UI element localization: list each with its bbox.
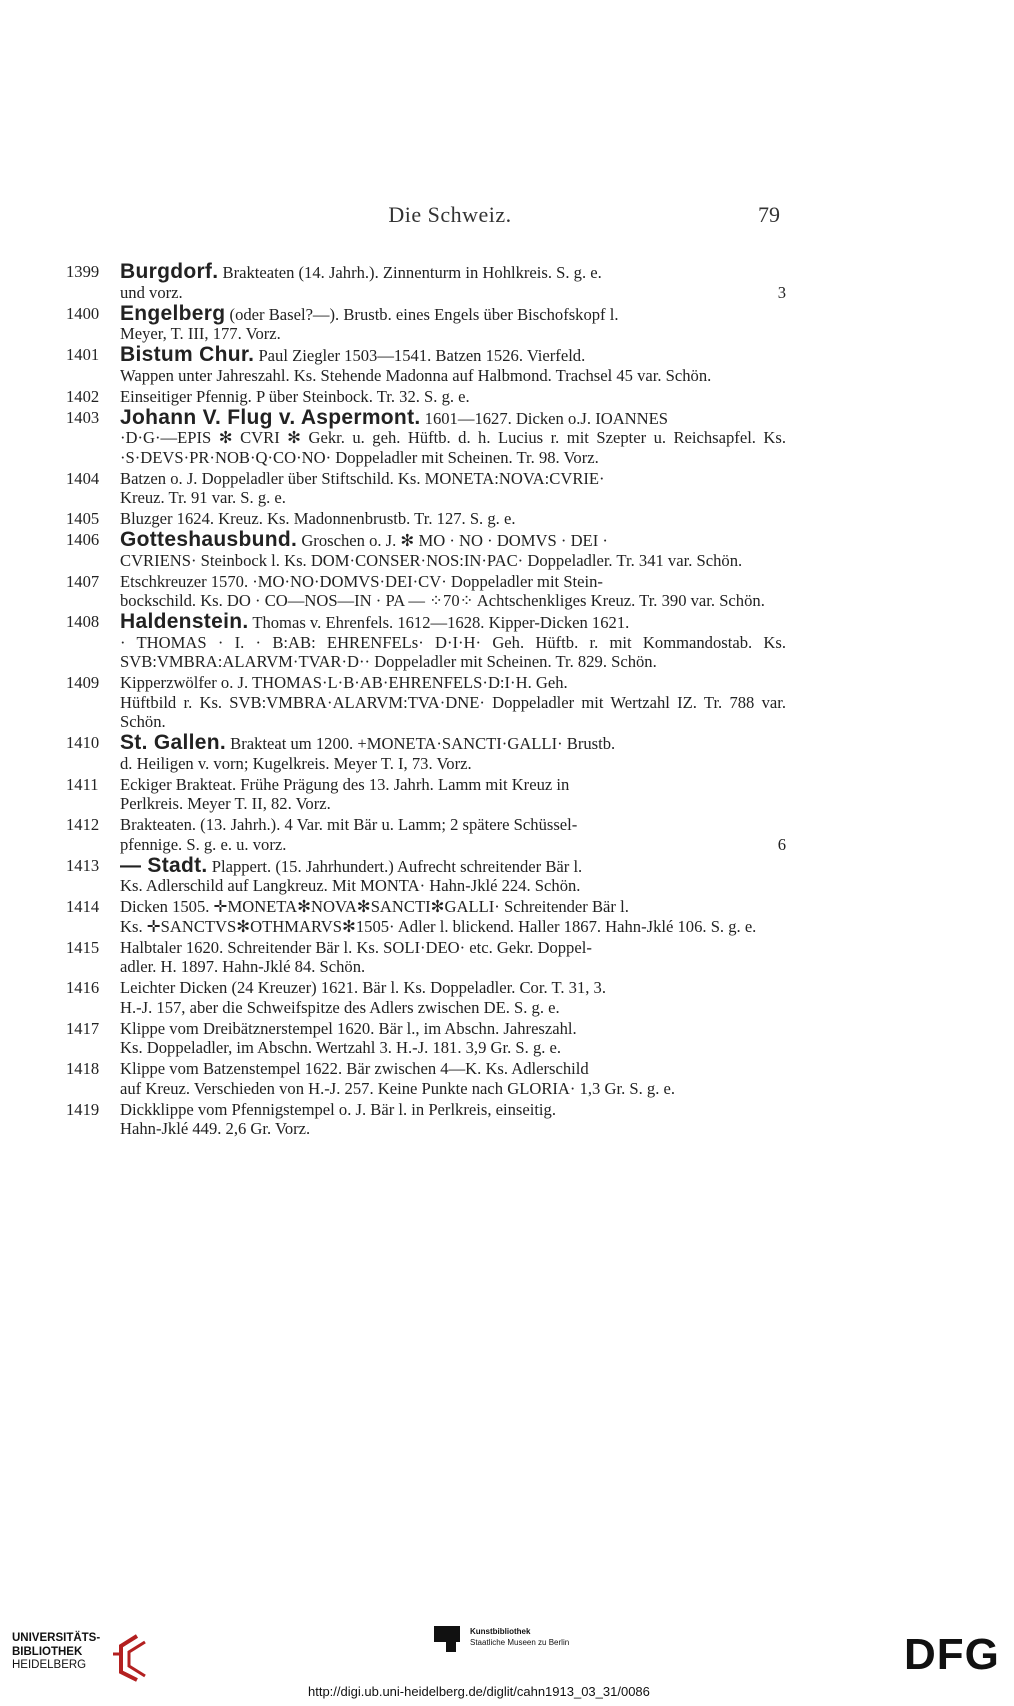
entry-text: Bluzger 1624. Kreuz. Ks. Madonnenbrustb. Tr. 127. S. g. e. bbox=[120, 509, 516, 528]
entry-continuation bbox=[120, 324, 786, 344]
kunstbibliothek-emblem-icon bbox=[432, 1624, 462, 1654]
entry-first-line bbox=[120, 978, 786, 998]
ub-heidelberg-logo[interactable] bbox=[12, 1632, 152, 1692]
entry-first-line bbox=[120, 1019, 786, 1039]
entry-text: Leichter Dicken (24 Kreuzer) 1621. Bär l. Ks. Doppeladler. Cor. T. 31, 3. bbox=[120, 978, 606, 997]
entry-number: 1408 bbox=[66, 612, 100, 631]
entry-first-line bbox=[120, 612, 786, 633]
entry-continuation bbox=[120, 835, 786, 855]
entry-first-line bbox=[120, 345, 786, 366]
entry-number: 1409 bbox=[66, 673, 100, 692]
entry-continuation-text: Perlkreis. Meyer T. II, 82. Vorz. bbox=[120, 794, 331, 813]
catalog-entry bbox=[66, 345, 786, 385]
entry-heading: Bistum Chur. bbox=[120, 343, 255, 366]
page-title: Die Schweiz. bbox=[388, 202, 512, 227]
entry-text: Brakteat um 1200. +MONETA·SANCTI·GALLI· Brustb. bbox=[230, 734, 616, 753]
entry-continuation-text: Meyer, T. III, 177. Vorz. bbox=[120, 324, 281, 343]
entry-continuation-text: Kreuz. Tr. 91 var. S. g. e. bbox=[120, 488, 286, 507]
entry-text: Dicken 1505. ✛MONETA✻NOVA✻SANCTI✻GALLI· Schreitender Bär l. bbox=[120, 897, 629, 916]
catalog-entry bbox=[66, 405, 786, 468]
entry-continuation bbox=[120, 591, 786, 611]
entry-continuation bbox=[120, 693, 786, 732]
entry-continuation-text: und vorz. bbox=[120, 282, 183, 302]
entry-text: Paul Ziegler 1503—1541. Batzen 1526. Vierfeld. bbox=[258, 346, 586, 365]
entry-continuation-text: Ks. Adlerschild auf Langkreuz. Mit MONTA· Hahn-Jklé 224. Schön. bbox=[120, 876, 581, 895]
page-number: 79 bbox=[758, 202, 780, 227]
entry-text: Halbtaler 1620. Schreitender Bär l. Ks. SOLI·DEO· etc. Gekr. Doppel- bbox=[120, 937, 592, 957]
entry-quantity: 3 bbox=[777, 282, 786, 302]
entry-continuation bbox=[120, 366, 786, 386]
catalog-entry bbox=[66, 673, 786, 732]
entry-continuation-text: Hahn-Jklé 449. 2,6 Gr. Vorz. bbox=[120, 1119, 311, 1138]
entry-continuation bbox=[120, 754, 786, 774]
entry-number: 1418 bbox=[66, 1059, 100, 1078]
entry-number: 1412 bbox=[66, 815, 100, 834]
entry-continuation-text: adler. H. 1897. Hahn-Jklé 84. Schön. bbox=[120, 957, 366, 976]
entry-text: Groschen o. J. ✻ MO · NO · DOMVS · DEI · bbox=[301, 531, 608, 550]
entry-first-line bbox=[120, 775, 786, 795]
entry-first-line bbox=[120, 509, 786, 529]
entry-first-line bbox=[120, 301, 786, 325]
entry-continuation bbox=[120, 1038, 786, 1058]
entry-text: Brakteaten (14. Jahrh.). Zinnenturm in Hohlkreis. S. g. e. bbox=[222, 263, 602, 282]
entry-continuation-text: auf Kreuz. Verschieden von H.-J. 257. Keine Punkte nach GLORIA· 1,3 Gr. S. g. e. bbox=[120, 1078, 675, 1098]
entry-number: 1401 bbox=[66, 345, 100, 364]
catalog-entry bbox=[66, 1100, 786, 1139]
entry-quantity: 6 bbox=[777, 834, 786, 854]
entry-continuation-text: d. Heiligen v. vorn; Kugelkreis. Meyer T. I, 73. Vorz. bbox=[120, 753, 472, 773]
entry-text: Dickklippe vom Pfennigstempel o. J. Bär l. in Perlkreis, einseitig. bbox=[120, 1099, 556, 1119]
catalog-entry bbox=[66, 530, 786, 570]
catalog-entry bbox=[66, 572, 786, 611]
entry-text: 1601—1627. Dicken o.J. IOANNES bbox=[424, 408, 669, 428]
entry-number: 1414 bbox=[66, 897, 100, 916]
entry-text: Batzen o. J. Doppeladler über Stiftschild. Ks. MONETA:NOVA:CVRIE· bbox=[120, 468, 605, 488]
entry-continuation bbox=[120, 1079, 786, 1099]
catalog-entry bbox=[66, 612, 786, 672]
entry-continuation bbox=[120, 428, 786, 467]
entry-text: Klippe vom Batzenstempel 1622. Bär zwischen 4—K. Ks. Adlerschild bbox=[120, 1059, 589, 1078]
catalog-entry bbox=[66, 1059, 786, 1098]
entry-number: 1415 bbox=[66, 937, 100, 957]
kunstbibliothek-logo[interactable] bbox=[432, 1624, 592, 1664]
entry-first-line bbox=[120, 938, 786, 958]
catalog-entries bbox=[66, 262, 786, 1140]
entry-first-line bbox=[120, 530, 786, 551]
entry-first-line bbox=[120, 673, 786, 693]
entry-continuation-text: · THOMAS · I. · B:AB: EHRENFELs· D·I·H· Geh. Hüftb. r. mit Kommandostab. Ks. SVB:VMBRA:ALARVM·TVAR·D·· Doppeladler mit Scheinen. Tr. 829. Schön. bbox=[120, 632, 786, 671]
entry-first-line bbox=[120, 733, 786, 754]
ub-line-3: HEIDELBERG bbox=[12, 1659, 87, 1671]
dfg-logo[interactable]: DFG bbox=[904, 1630, 1000, 1679]
entry-continuation bbox=[120, 957, 786, 977]
entry-continuation-text: ·D·G·—EPIS ✻ CVRI ✻ Gekr. u. geh. Hüftb. d. h. Lucius r. mit Szepter u. Reichsapfel. Ks. ·S·DEVS·PR·NOB·Q·CO·NO· Doppeladler mit Scheinen. Tr. 98. Vorz. bbox=[120, 428, 786, 467]
entry-heading: Johann V. Flug v. Aspermont. bbox=[120, 405, 421, 429]
entry-continuation bbox=[120, 283, 786, 303]
entry-text: (oder Basel?—). Brustb. eines Engels über Bischofskopf l. bbox=[229, 304, 619, 324]
footer bbox=[0, 1612, 1014, 1706]
entry-first-line bbox=[120, 897, 786, 917]
entry-first-line bbox=[120, 262, 786, 283]
catalog-entry bbox=[66, 815, 786, 854]
entry-continuation bbox=[120, 551, 786, 571]
ub-logo-text bbox=[12, 1632, 100, 1673]
entry-first-line bbox=[120, 1100, 786, 1120]
entry-number: 1402 bbox=[66, 386, 100, 406]
entry-text: Brakteaten. (13. Jahrh.). 4 Var. mit Bär u. Lamm; 2 spätere Schüssel- bbox=[120, 815, 578, 834]
entry-continuation-text: H.-J. 157, aber die Schweifspitze des Adlers zwischen DE. S. g. e. bbox=[120, 997, 560, 1017]
entry-number: 1406 bbox=[66, 530, 100, 549]
entry-continuation-text: Hüftbild r. Ks. SVB:VMBRA·ALARVM:TVA·DNE· Doppeladler mit Wertzahl IZ. Tr. 788 var. Schön. bbox=[120, 692, 786, 731]
entry-text: Eckiger Brakteat. Frühe Prägung des 13. Jahrh. Lamm mit Kreuz in bbox=[120, 774, 570, 794]
entry-continuation-text: CVRIENS· Steinbock l. Ks. DOM·CONSER·NOS:IN·PAC· Doppeladler. Tr. 341 var. Schön. bbox=[120, 550, 743, 570]
entry-first-line bbox=[120, 815, 786, 835]
entry-heading: Burgdorf. bbox=[120, 260, 219, 283]
catalog-entry bbox=[66, 262, 786, 302]
entry-continuation bbox=[120, 1119, 786, 1139]
page-header bbox=[120, 202, 780, 232]
entry-first-line bbox=[120, 469, 786, 489]
ub-line-1: UNIVERSITÄTS- bbox=[12, 1632, 101, 1644]
entry-text: Klippe vom Dreibätznerstempel 1620. Bär l., im Abschn. Jahreszahl. bbox=[120, 1018, 577, 1038]
catalog-entry bbox=[66, 775, 786, 814]
ub-line-2: BIBLIOTHEK bbox=[12, 1645, 83, 1658]
kb-line-1: Kunstbibliothek bbox=[470, 1627, 531, 1636]
ub-emblem-icon bbox=[107, 1632, 149, 1682]
entry-text: Plappert. (15. Jahrhundert.) Aufrecht schreitender Bär l. bbox=[211, 856, 583, 876]
entry-number: 1417 bbox=[66, 1018, 100, 1038]
catalog-entry bbox=[66, 733, 786, 773]
kunstbibliothek-text bbox=[470, 1626, 569, 1648]
entry-continuation bbox=[120, 876, 786, 896]
entry-first-line bbox=[120, 387, 786, 407]
entry-first-line bbox=[120, 405, 786, 429]
entry-number: 1416 bbox=[66, 978, 100, 997]
entry-continuation bbox=[120, 633, 786, 672]
entry-first-line bbox=[120, 853, 786, 877]
kb-line-2: Staatliche Museen zu Berlin bbox=[470, 1638, 570, 1647]
catalog-entry bbox=[66, 509, 786, 529]
entry-text: Kipperzwölfer o. J. THOMAS·L·B·AB·EHRENFELS·D:I·H. Geh. bbox=[120, 673, 568, 692]
catalog-entry bbox=[66, 897, 786, 936]
entry-number: 1403 bbox=[66, 407, 100, 427]
catalog-entry bbox=[66, 469, 786, 508]
catalog-entry bbox=[66, 301, 786, 344]
entry-continuation bbox=[120, 488, 786, 508]
entry-number: 1419 bbox=[66, 1099, 100, 1119]
entry-continuation bbox=[120, 917, 786, 937]
entry-text: Etschkreuzer 1570. ·MO·NO·DOMVS·DEI·CV· Doppeladler mit Stein- bbox=[120, 571, 603, 591]
catalog-entry bbox=[66, 387, 786, 407]
entry-number: 1410 bbox=[66, 733, 100, 752]
entry-number: 1405 bbox=[66, 509, 100, 528]
entry-heading: Gotteshausbund. bbox=[120, 528, 298, 551]
entry-number: 1407 bbox=[66, 571, 100, 591]
entry-continuation-text: Ks. Doppeladler, im Abschn. Wertzahl 3. H.-J. 181. 3,9 Gr. S. g. e. bbox=[120, 1038, 562, 1057]
entry-heading: Haldenstein. bbox=[120, 610, 249, 633]
entry-continuation-text: bockschild. Ks. DO · CO—NOS—IN · PA — ⁘70⁘ Achtschenkliges Kreuz. Tr. 390 var. Schön. bbox=[120, 591, 765, 610]
entry-heading: St. Gallen. bbox=[120, 731, 226, 754]
entry-text: Thomas v. Ehrenfels. 1612—1628. Kipper-Dicken 1621. bbox=[252, 613, 630, 632]
source-url[interactable]: http://digi.ub.uni-heidelberg.de/diglit/cahn1913_03_31/0086 bbox=[308, 1684, 650, 1699]
entry-heading: — Stadt. bbox=[120, 853, 208, 877]
entry-heading: Engelberg bbox=[120, 301, 226, 325]
catalog-entry bbox=[66, 978, 786, 1017]
entry-continuation-text: Wappen unter Jahreszahl. Ks. Stehende Madonna auf Halbmond. Trachsel 45 var. Schön. bbox=[120, 365, 712, 385]
catalog-entry bbox=[66, 853, 786, 896]
catalog-entry bbox=[66, 938, 786, 977]
entry-first-line bbox=[120, 572, 786, 592]
entry-continuation bbox=[120, 794, 786, 814]
catalog-entry bbox=[66, 1019, 786, 1058]
entry-number: 1399 bbox=[66, 262, 100, 281]
entry-number: 1404 bbox=[66, 468, 100, 488]
entry-first-line bbox=[120, 1059, 786, 1079]
entry-text: Einseitiger Pfennig. P über Steinbock. Tr. 32. S. g. e. bbox=[120, 386, 470, 406]
entry-number: 1413 bbox=[66, 855, 100, 875]
entry-continuation-text: pfennige. S. g. e. u. vorz. bbox=[120, 834, 287, 854]
entry-continuation-text: Ks. ✛SANCTVS✻OTHMARVS✻1505· Adler l. blickend. Haller 1867. Hahn-Jklé 106. S. g. e. bbox=[120, 916, 757, 936]
entry-number: 1411 bbox=[66, 774, 99, 794]
entry-number: 1400 bbox=[66, 303, 100, 323]
entry-continuation bbox=[120, 998, 786, 1018]
